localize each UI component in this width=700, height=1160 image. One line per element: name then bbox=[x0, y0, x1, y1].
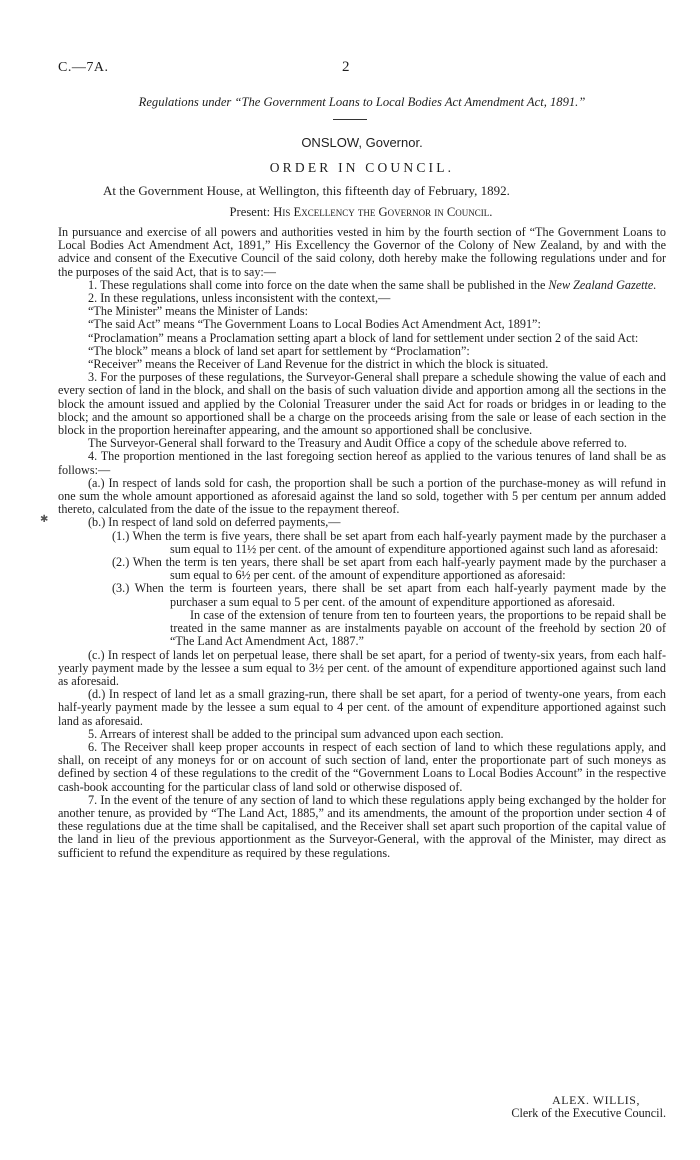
clause-1-text: 1. These regulations shall come into force on the date when the same shall be published in the bbox=[88, 277, 546, 292]
definition-item: “Proclamation” means a Proclamation setting apart a block of land for settlement under section 2 of the said Act: bbox=[88, 330, 639, 345]
document-reference: C.—7A. bbox=[58, 60, 109, 75]
definition-item: “The Minister” means the Minister of Lands: bbox=[88, 304, 308, 319]
definition-item: “The said Act” means “The Government Loans to Local Bodies Act Amendment Act, 1891”: bbox=[88, 317, 541, 332]
clause-4-intro: 4. The proportion mentioned in the last foregoing section hereof as applied to the various tenures of land shall be as follows:— bbox=[58, 449, 666, 477]
signature-block bbox=[0, 1094, 666, 1120]
location-date-line: At the Government House, at Wellington, this fifteenth day of February, 1892. bbox=[103, 183, 510, 198]
deferred-payment-item: (1.) When the term is five years, there shall be set apart from each half-yearly payment made by the purchaser a sum equal to 11½ per cent. of the amount of expenditure apportioned against such land as aforesaid: bbox=[112, 528, 666, 556]
present-prefix: Present: bbox=[229, 205, 271, 219]
clause-5: 5. Arrears of interest shall be added to the principal sum advanced upon each section. bbox=[88, 726, 504, 741]
margin-mark-icon: ✱ bbox=[40, 514, 49, 525]
clause-3-continued: The Surveyor-General shall forward to the Treasury and Audit Office a copy of the schedule above referred to. bbox=[88, 436, 627, 451]
definition-item: “The block” means a block of land set apart for settlement by “Proclamation”: bbox=[88, 343, 470, 358]
clause-4-d: (d.) In respect of land let as a small grazing-run, there shall be set apart, for a period of twenty-one years, from each half-yearly payment made by the lessee a sum equal to 4 per cent. of the amount of expenditure apportioned against such land as aforesaid. bbox=[58, 687, 666, 728]
page-number: 2 bbox=[342, 59, 350, 75]
present-line bbox=[0, 206, 700, 219]
present-text: His Excellency the Governor in Council. bbox=[273, 205, 493, 219]
definition-item: “Receiver” means the Receiver of Land Revenue for the district in which the block is situated. bbox=[88, 357, 549, 372]
clause-3: 3. For the purposes of these regulations, the Surveyor-General shall prepare a schedule showing the value of each and every section of land in the block, and shall on the basis of such valuation divide and apportion among all the sections in the block the amount issued and applied by the Colonial Treasurer under the said Act for roads or bridges in or leading to the block; and the amount so apportioned shall be a charge on the proceeds arising from the sale or lease of each section in the block in the proportion hereinafter appearing, and the amount so apportioned shall be conclusive. bbox=[58, 370, 666, 438]
signatory-title: Clerk of the Executive Council. bbox=[511, 1106, 666, 1121]
deferred-payment-item: (2.) When the term is ten years, there shall be set apart from each half-yearly payment made by the purchaser a sum equal to 6½ per cent. of the amount of expenditure apportioned as aforesaid: bbox=[112, 555, 666, 583]
order-in-council-heading: ORDER IN COUNCIL. bbox=[269, 160, 455, 175]
signatory-name: ALEX. WILLIS, bbox=[552, 1093, 640, 1107]
title-divider bbox=[333, 119, 367, 120]
gazette-name: New Zealand Gazette. bbox=[548, 277, 657, 292]
clause-2-intro: 2. In these regulations, unless inconsistent with the context,— bbox=[88, 291, 391, 306]
deferred-payment-item: (3.) When the term is fourteen years, there shall be set apart from each half-yearly payment made by the purchaser a sum equal to 5 per cent. of the amount of expenditure apportioned as aforesaid. bbox=[112, 581, 666, 609]
clause-4-c: (c.) In respect of lands let on perpetual lease, there shall be set apart, for a period of twenty-six years, from each half-yearly payment made by the lessee a sum equal to 3½ per cent. of the amount of expenditure apportioned against such land as aforesaid. bbox=[58, 647, 666, 688]
document-title: Regulations under “The Government Loans to Local Bodies Act Amendment Act, 1891.” bbox=[138, 95, 586, 109]
clause-7: 7. In the event of the tenure of any section of land to which these regulations apply being exchanged by the holder for another tenure, as provided by “The Land Act, 1885,” and its amendments, the amount of the proportion under section 4 of these regulations due at the time shall be capitalised, and the Receiver shall set apart such proportion of the capital value of the land in lieu of the previous apportionment as the Surveyor-General, with the approval of the Minister, may direct as sufficient to refund the expenditure as required by these regulations. bbox=[58, 792, 666, 860]
clause-6: 6. The Receiver shall keep proper accounts in respect of each section of land to which these regulations apply, and shall, on receipt of any moneys for or on account of such section of land, enter the proportionate part of such moneys as defined by section 4 of these regulations to the credit of the “Government Loans to Local Bodies Account” in the respective cash-book accounting for the particular class of land sold or otherwise disposed of. bbox=[58, 739, 666, 794]
clause-4-a: (a.) In respect of lands sold for cash, the proportion shall be such a portion of the purchase-money as will refund in one sum the whole amount apportioned as aforesaid against the land so sold, together with 5 per centum per annum added thereto, calculated from the date of the issue to the repayment thereof. bbox=[58, 475, 666, 517]
extension-note: In case of the extension of tenure from ten to fourteen years, the proportions to be repaid shall be treated in the same manner as are instalments payable on account of the freehold by section 20 of “The Land Act Amendment Act, 1887.” bbox=[170, 607, 666, 649]
clause-4-b: (b.) In respect of land sold on deferred payments,— bbox=[88, 515, 341, 530]
governor-line: ONSLOW, Governor. bbox=[301, 135, 423, 150]
preamble-paragraph: In pursuance and exercise of all powers and authorities vested in him by the fourth section of “The Government Loans to Local Bodies Act Amendment Act, 1891,” His Excellency the Governor of the Colony of New Zealand, by and with the advice and consent of the Executive Council of the said colony, doth hereby make the following regulations under and for the purposes of the said Act, that is to say:— bbox=[58, 225, 666, 279]
regulations-body bbox=[58, 226, 666, 860]
